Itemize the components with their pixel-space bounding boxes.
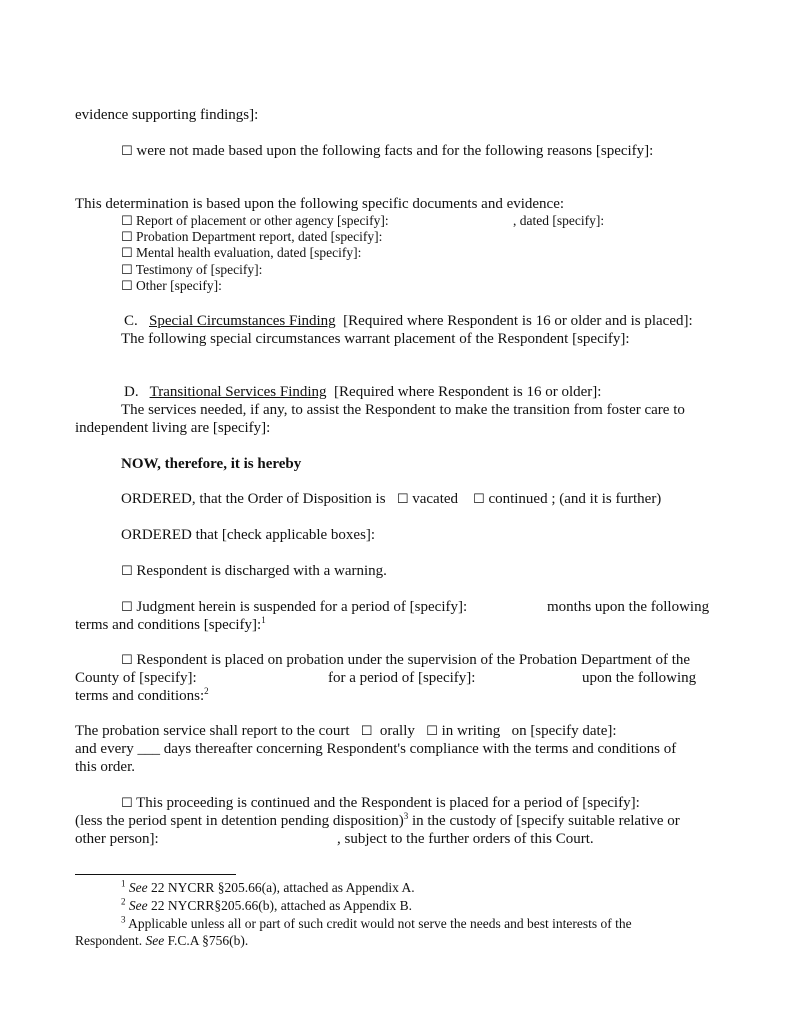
probation-terms-label: terms and conditions: bbox=[75, 688, 205, 704]
section-d-body-line1: The services needed, if any, to assist the Respondent to make the transition from foster care to bbox=[121, 402, 685, 418]
section-c-body: The following special circumstances warrant placement of the Respondent [specify]: bbox=[121, 331, 630, 347]
evidence-item-testimony bbox=[121, 262, 262, 279]
evidence-item-other bbox=[121, 278, 222, 295]
in-writing-label: in writing bbox=[441, 723, 501, 739]
continued-custody: in the custody of [specify suitable relative or bbox=[408, 813, 680, 829]
checkbox-continued[interactable]: ☐ bbox=[473, 492, 485, 507]
evidence-item-report bbox=[121, 213, 389, 230]
footnote-2 bbox=[121, 898, 412, 914]
checkbox-judgment-suspended[interactable]: ☐ bbox=[121, 600, 133, 615]
footnote-number: 2 bbox=[121, 896, 126, 907]
checkbox-testimony[interactable]: ☐ bbox=[121, 263, 133, 278]
checkbox-proceeding-continued[interactable]: ☐ bbox=[121, 796, 133, 811]
footnote-text: 22 NYCRR §205.66(a), attached as Appendix A. bbox=[147, 880, 415, 895]
probation-period: for a period of [specify]: bbox=[328, 670, 476, 686]
checkbox-probation[interactable]: ☐ bbox=[121, 653, 133, 668]
footnote-1 bbox=[121, 880, 415, 896]
footnote-text: Respondent. bbox=[75, 933, 146, 948]
ordered-check-boxes: ORDERED that [check applicable boxes]: bbox=[121, 527, 376, 543]
footnote-ref-2: 2 bbox=[204, 686, 209, 696]
probation-upon: upon the following bbox=[582, 670, 697, 686]
probation-terms bbox=[75, 687, 209, 705]
checkbox-probation-report[interactable]: ☐ bbox=[121, 230, 133, 245]
footnote-3 bbox=[121, 916, 632, 932]
continued-detention: (less the period spent in detention pending disposition) bbox=[75, 813, 404, 829]
evidence-item-mental-health bbox=[121, 245, 361, 262]
footnote-number: 3 bbox=[121, 914, 126, 925]
discharged-label: Respondent is discharged with a warning. bbox=[136, 563, 387, 579]
section-c-title: Special Circumstances Finding bbox=[149, 313, 336, 329]
evidence-item-label: Probation Department report, dated [specify]: bbox=[136, 229, 383, 244]
checkbox-other[interactable]: ☐ bbox=[121, 279, 133, 294]
evidence-item-label: Testimony of [specify]: bbox=[135, 262, 263, 277]
report-text: The probation service shall report to the court bbox=[75, 723, 350, 739]
footnote-text: 22 NYCRR§205.66(b), attached as Appendix B. bbox=[147, 898, 412, 913]
checkbox-report[interactable]: ☐ bbox=[121, 214, 133, 229]
determination-heading: This determination is based upon the following specific documents and evidence: bbox=[75, 196, 565, 212]
intro-line: evidence supporting findings]: bbox=[75, 107, 259, 123]
evidence-item-label: Other [specify]: bbox=[136, 278, 222, 293]
report-line1 bbox=[75, 722, 617, 741]
ordered-disposition bbox=[121, 490, 661, 509]
footnote-ref-3: 3 bbox=[403, 811, 409, 821]
footnote-text: Applicable unless all or part of such credit would not serve the needs and best interests of the bbox=[125, 916, 632, 931]
probation-label: Respondent is placed on probation under the supervision of the Probation Department of the bbox=[136, 652, 691, 668]
footnote-text: F.C.A §756(b). bbox=[164, 933, 249, 948]
orally-label: orally bbox=[379, 723, 415, 739]
checkbox-vacated[interactable]: ☐ bbox=[396, 492, 409, 507]
vacated-label: vacated bbox=[412, 491, 459, 507]
footnote-number: 1 bbox=[121, 878, 126, 889]
evidence-item-label: Report of placement or other agency [specify]: bbox=[136, 213, 389, 228]
dated-suffix: , dated [specify]: bbox=[513, 213, 605, 228]
section-d-note: [Required where Respondent is 16 or older]: bbox=[334, 384, 602, 400]
not-made-label: were not made based upon the following facts and for the following reasons [specify]: bbox=[136, 143, 654, 159]
section-d-heading bbox=[124, 383, 601, 401]
report-date: on [specify date]: bbox=[511, 723, 617, 739]
discharged-option bbox=[121, 562, 387, 581]
continued-option bbox=[121, 794, 640, 813]
probation-county: County of [specify]: bbox=[75, 670, 197, 686]
section-d-letter: D. bbox=[124, 384, 139, 400]
continued-option-label: This proceeding is continued and the Respondent is placed for a period of [specify]: bbox=[136, 795, 640, 811]
judgment-months: months upon the following bbox=[547, 599, 710, 615]
footnote-see: See bbox=[145, 933, 165, 948]
judgment-terms: terms and conditions [specify]: bbox=[75, 617, 262, 633]
judgment-line2 bbox=[75, 616, 266, 634]
section-c-heading bbox=[124, 312, 693, 330]
section-c-note: [Required where Respondent is 16 or older and is placed]: bbox=[343, 313, 693, 329]
now-therefore: NOW, therefore, it is hereby bbox=[121, 456, 302, 472]
checkbox-in-writing[interactable]: ☐ bbox=[426, 724, 438, 739]
evidence-item-probation-report bbox=[121, 229, 382, 246]
ordered-disposition-text: ORDERED, that the Order of Disposition is bbox=[121, 491, 386, 507]
continued-line2 bbox=[75, 812, 680, 830]
continued-line3-suffix: , subject to the further orders of this Court. bbox=[337, 831, 594, 847]
probation-option bbox=[121, 651, 690, 670]
footnote-separator bbox=[75, 874, 236, 875]
report-line3: this order. bbox=[75, 759, 135, 775]
continued-label: continued ; (and it is further) bbox=[488, 491, 662, 507]
footnote-ref-1: 1 bbox=[261, 615, 266, 625]
checkbox-mental-health[interactable]: ☐ bbox=[121, 246, 133, 261]
footnote-see: See bbox=[128, 898, 148, 913]
not-made-option bbox=[121, 142, 653, 161]
checkbox-orally[interactable]: ☐ bbox=[360, 724, 373, 739]
section-d-title: Transitional Services Finding bbox=[149, 384, 327, 400]
checkbox-discharged[interactable]: ☐ bbox=[121, 564, 133, 579]
section-d-body-line2: independent living are [specify]: bbox=[75, 420, 271, 436]
checkbox-not-made[interactable]: ☐ bbox=[121, 144, 133, 159]
judgment-label: Judgment herein is suspended for a period of [specify]: bbox=[136, 599, 468, 615]
footnote-see: See bbox=[128, 880, 148, 895]
evidence-item-label: Mental health evaluation, dated [specify]: bbox=[136, 245, 362, 260]
footnote-3-continued bbox=[75, 933, 248, 949]
section-c-letter: C. bbox=[124, 313, 138, 329]
judgment-option bbox=[121, 598, 467, 617]
report-line2: and every ___ days thereafter concerning Respondent's compliance with the terms and conditions of bbox=[75, 741, 677, 757]
continued-line3-label: other person]: bbox=[75, 831, 159, 847]
